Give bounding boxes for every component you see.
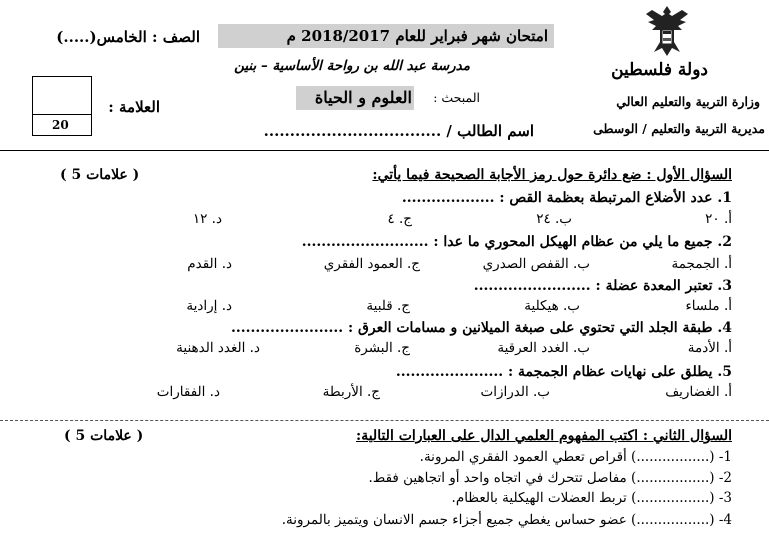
grade-label: الصف : الخامس(.....) <box>56 28 200 46</box>
q2-item-1[interactable]: 1- (.................) أقراص تعطي العمود الفقري المرونة. <box>419 449 732 465</box>
q1-item-2-c[interactable]: ج. العمود الفقري <box>323 256 420 272</box>
q1-item-4-a[interactable]: أ. الأدمة <box>687 340 732 356</box>
q1-item-1: 1. عدد الأضلاع المرتبطة بعظمة القص : ................... <box>401 190 732 206</box>
q1-item-3-d[interactable]: د. إرادية <box>186 298 232 314</box>
q2-marks: ( 5 علامات ) <box>64 428 144 444</box>
q1-item-4-c[interactable]: ج. البشرة <box>354 340 410 356</box>
q1-item-5-b[interactable]: ب. الدرازات <box>480 384 550 400</box>
q1-item-2-b[interactable]: ب. القفص الصدري <box>482 256 590 272</box>
q1-item-2: 2. جميع ما يلي من عظام الهيكل المحوري ما عدا : .......................... <box>301 234 732 250</box>
header-divider <box>0 150 769 151</box>
exam-title: امتحان شهر فبراير للعام 2018/2017 م <box>286 27 548 45</box>
q1-item-1-d[interactable]: د. ١٢ <box>192 211 222 227</box>
q1-item-5: 5. يطلق على نهايات عظام الجمجمة : ...................... <box>395 364 732 380</box>
student-name-field[interactable]: اسم الطالب / .................................. <box>263 122 534 140</box>
q1-item-3-a[interactable]: أ. ملساء <box>685 298 732 314</box>
q1-item-4: 4. طبقة الجلد التي تحتوي على صبغة الميلانين و مسامات العرق : ....................... <box>230 320 732 336</box>
mark-divider <box>32 114 92 115</box>
q1-item-1-b[interactable]: ب. ٢٤ <box>536 211 572 227</box>
mark-total: 20 <box>52 118 69 132</box>
directorate-name: مديرية التربية والتعليم / الوسطى <box>593 121 765 136</box>
q1-item-4-d[interactable]: د. الغدد الدهنية <box>176 340 260 356</box>
q2-item-3[interactable]: 3- (.................) تربط العضلات الهيكلية بالعظام. <box>451 490 732 506</box>
palestine-eagle-emblem-icon <box>642 2 692 60</box>
q1-item-5-c[interactable]: ج. الأربطة <box>322 384 380 400</box>
q2-item-4[interactable]: 4- (.................) عضو حساس يغطي جميع أجزاء جسم الانسان ويتميز بالمرونة. <box>281 512 732 528</box>
q1-item-5-a[interactable]: أ. الغضاريف <box>665 384 732 400</box>
school-name: مدرسة عبد الله بن رواحة الأساسية – بنين <box>234 58 470 74</box>
q1-title: السؤال الأول : ضع دائرة حول رمز الأجابة الصحيحة فيما يأتي: <box>372 167 732 183</box>
subject-name: العلوم و الحياة <box>314 88 412 107</box>
q2-title: السؤال الثاني : اكتب المفهوم العلمي الدال على العبارات التالية: <box>356 428 732 444</box>
subject-label: المبحث : <box>433 90 480 105</box>
ministry-name: وزارة التربية والتعليم العالي <box>616 94 760 109</box>
q1-item-1-c[interactable]: ج. ٤ <box>387 211 412 227</box>
mark-label: العلامة : <box>108 98 160 116</box>
q1-marks: ( 5 علامات ) <box>60 167 140 183</box>
country-name: دولة فلسطين <box>611 60 708 80</box>
q1-item-3-b[interactable]: ب. هيكلية <box>524 298 580 314</box>
q1-item-2-d[interactable]: د. القدم <box>187 256 232 272</box>
q1-item-4-b[interactable]: ب. الغدد العرقية <box>497 340 590 356</box>
q1-item-2-a[interactable]: أ. الجمجمة <box>671 256 732 272</box>
q1-item-3-c[interactable]: ج. قلبية <box>366 298 410 314</box>
q1-item-3: 3. تعتبر المعدة عضلة : ........................ <box>473 278 732 294</box>
q1-item-5-d[interactable]: د. الفقارات <box>156 384 220 400</box>
section-divider <box>0 420 769 421</box>
q1-item-1-a[interactable]: أ. ٢٠ <box>705 211 732 227</box>
q2-item-2[interactable]: 2- (.................) مفاصل تتحرك في اتجاه واحد أو اتجاهين فقط. <box>368 470 732 486</box>
